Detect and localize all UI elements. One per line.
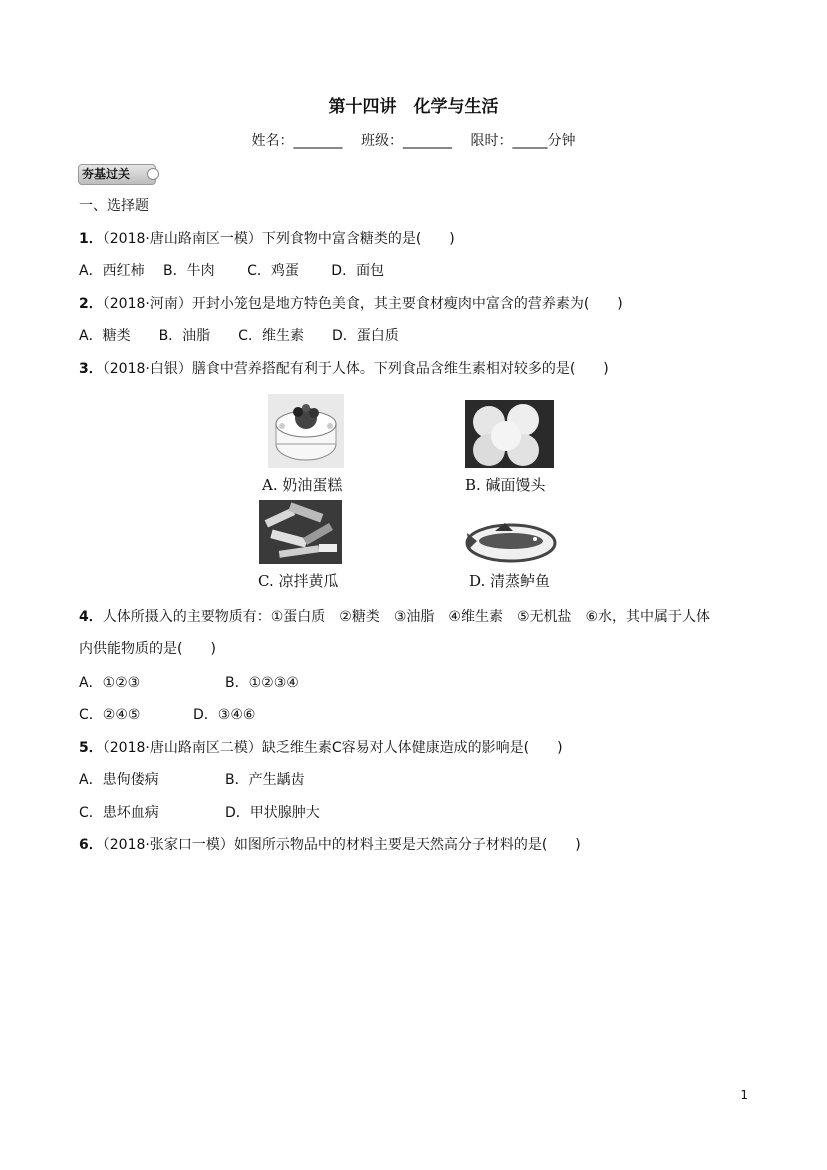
page-number: 1 (740, 1088, 748, 1102)
question-5 (79, 737, 563, 757)
question-text: （2018·河南）开封小笼包是地方特色美食，其主要食材瘦肉中富含的营养素为( ) (102, 296, 623, 312)
question-number: 5． (79, 740, 103, 756)
question-3 (79, 358, 609, 378)
option-c: C．②④⑤ (79, 707, 141, 723)
question-1 (79, 228, 455, 248)
section-badge (78, 164, 156, 185)
question-number: 6． (79, 837, 103, 853)
question-number: 1． (79, 231, 103, 247)
fish-icon (465, 513, 557, 565)
question-text: （2018·白银）膳食中营养搭配有利于人体。下列食品含维生素相对较多的是( ) (102, 361, 609, 377)
question-number: 2． (79, 296, 103, 312)
question-number: 4． (79, 609, 103, 625)
question-text: 人体所摄入的主要物质有：①蛋白质 ②糖类 ③油脂 ④维生素 ⑤无机盐 ⑥水，其中属于人体 (102, 609, 711, 625)
student-info-line: 姓名：_______ 班级：_______ 限时：_____分钟 (251, 133, 576, 149)
option-a: A．患佝偻病 (79, 772, 159, 788)
question-number: 3． (79, 361, 103, 377)
option-b: B．①②③④ (225, 675, 299, 691)
question-text: （2018·张家口一模）如图所示物品中的材料主要是天然高分子材料的是( ) (102, 837, 581, 853)
badge-dot-icon (147, 168, 159, 180)
image-caption-a: A. 奶油蛋糕 (262, 476, 343, 494)
section-badge-label: 夯基过关 (82, 167, 131, 181)
image-caption-d: D. 清蒸鲈鱼 (469, 572, 551, 590)
question-text: （2018·唐山路南区一模）下列食物中富含糖类的是( ) (102, 231, 455, 247)
question-2 (79, 293, 623, 313)
buns-icon (465, 400, 554, 468)
image-caption-b: B. 碱面馒头 (465, 476, 546, 494)
option-b: B．产生龋齿 (225, 772, 305, 788)
page-title: 第十四讲 化学与生活 (328, 97, 499, 117)
question-2-options: A．糖类 B．油脂 C．维生素 D．蛋白质 (79, 328, 399, 344)
section-heading: 一、选择题 (79, 198, 149, 214)
question-4-text-continued: 内供能物质的是( ) (79, 641, 216, 657)
question-text: （2018·唐山路南区二模）缺乏维生素C容易对人体健康造成的影响是( ) (102, 740, 563, 756)
question-4 (79, 606, 710, 626)
question-1-options: A．西红柿 B．牛肉 C．鸡蛋 D．面包 (79, 263, 385, 279)
image-caption-c: C. 凉拌黄瓜 (258, 572, 339, 590)
cake-icon (268, 394, 344, 468)
cucumber-icon (259, 500, 342, 564)
option-d: D．甲状腺肿大 (225, 805, 320, 821)
question-6 (79, 834, 581, 854)
option-a: A．①②③ (79, 675, 141, 691)
option-d: D．③④⑥ (193, 707, 256, 723)
option-c: C．患坏血病 (79, 805, 159, 821)
